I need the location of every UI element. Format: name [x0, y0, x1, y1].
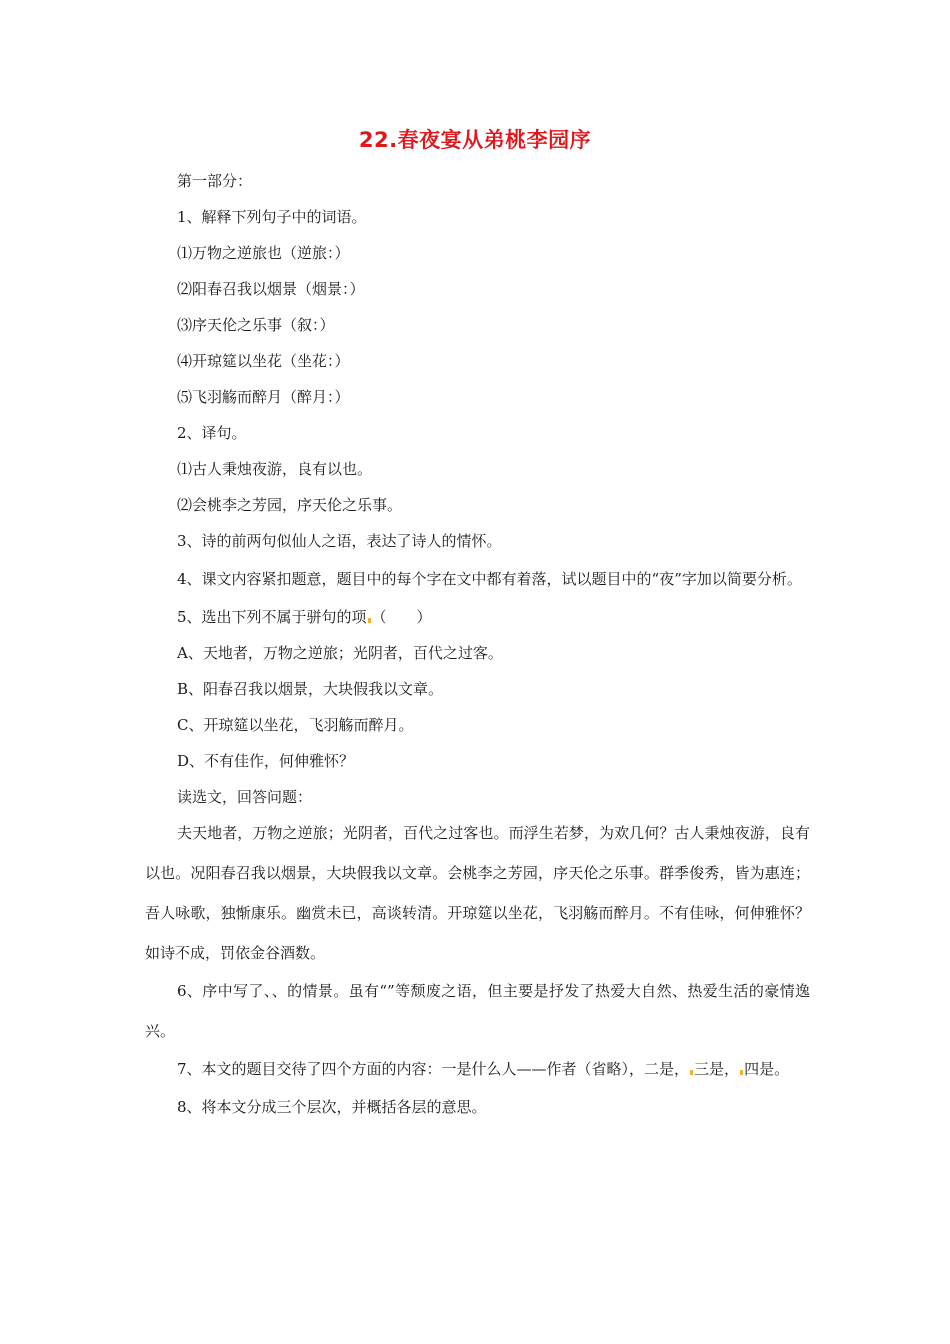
option-c: C、开琼筵以坐花，飞羽觞而醉月。: [177, 716, 414, 734]
page-title: 22.春夜宴从弟桃李园序: [358, 128, 592, 152]
question-1-item-1: ⑴万物之逆旅也（逆旅：）: [177, 244, 350, 262]
question-5: [145, 599, 810, 635]
question-1-item-3: ⑶序天伦之乐事（叙：）: [177, 316, 335, 334]
question-7-part-3: 三是，: [694, 1060, 740, 1078]
question-2-item-2: ⑵会桃李之芳园，序天伦之乐事。: [177, 496, 403, 514]
edit-mark: [368, 618, 371, 623]
question-3: 3、诗的前两句似仙人之语，表达了诗人的情怀。: [177, 532, 502, 550]
option-b: B、阳春召我以烟景，大块假我以文章。: [177, 680, 444, 698]
question-1: 1、解释下列句子中的词语。: [177, 208, 367, 226]
question-7-part-4: 四是。: [744, 1060, 790, 1078]
question-2-item-1: ⑴古人秉烛夜游，良有以也。: [177, 460, 373, 478]
question-2: 2、译句。: [177, 424, 247, 442]
option-a: A、天地者，万物之逆旅；光阴者，百代之过客。: [177, 644, 503, 662]
edit-mark: [690, 1070, 693, 1075]
question-7: [145, 1049, 810, 1089]
question-8: 8、将本文分成三个层次，并概括各层的意思。: [177, 1098, 487, 1116]
document-body: [145, 163, 810, 1125]
reading-instruction: 读选文，回答问题：: [177, 788, 313, 806]
answer-blank: （ ）: [371, 608, 432, 626]
question-4: 4、课文内容紧扣题意，题目中的每个字在文中都有着落，试以题目中的“夜”字加以简要分析。: [177, 570, 802, 588]
question-1-item-4: ⑷开琼筵以坐花（坐花：）: [177, 352, 350, 370]
edit-mark: [740, 1070, 743, 1075]
question-5-text: 5、选出下列不属于骈句的项: [177, 608, 367, 626]
section-heading: 第一部分：: [177, 172, 253, 190]
option-d: D、不有佳作，何伸雅怀？: [177, 752, 355, 770]
question-1-item-2: ⑵阳春召我以烟景（烟景：）: [177, 280, 365, 298]
reading-passage: 夫天地者，万物之逆旅；光阴者，百代之过客也。而浮生若梦，为欢几何？古人秉烛夜游，良有以也。况阳春召我以烟景，大块假我以文章。会桃李之芳园，序天伦之乐事。群季俊秀，皆为惠连；吾人咏歌，独惭康乐。幽赏未已，高谈转清。开琼筵以坐花，飞羽觞而醉月。不有佳咏，何伸雅怀？如诗不成，罚依金谷酒数。: [145, 824, 810, 962]
question-1-item-5: ⑸飞羽觞而醉月（醉月：）: [177, 388, 350, 406]
question-6: 6、序中写了、、的情景。虽有“”等颓废之语，但主要是抒发了热爱大自然、热爱生活的豪情逸兴。: [145, 982, 810, 1040]
question-7-text: 7、本文的题目交待了四个方面的内容：一是什么人——作者（省略），二是，: [177, 1060, 690, 1078]
